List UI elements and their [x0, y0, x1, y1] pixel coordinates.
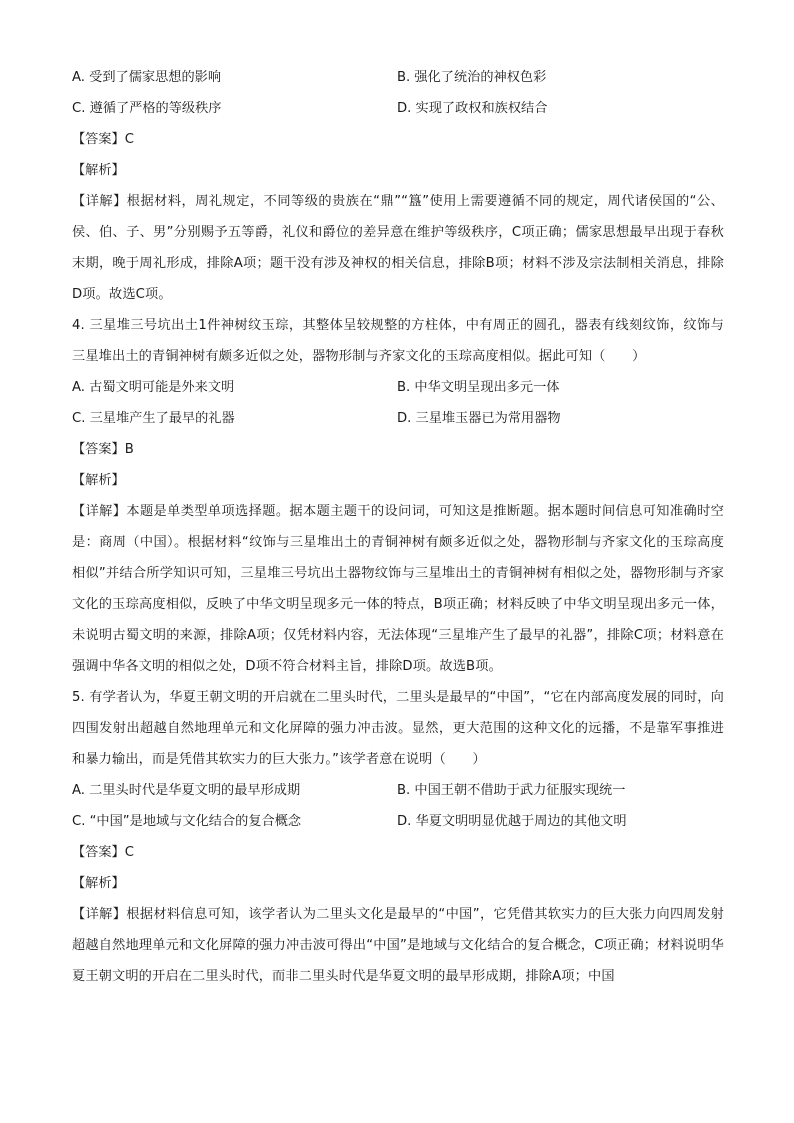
- q5-analysis-heading: 【解析】: [72, 876, 125, 891]
- q5-option-b[interactable]: B. 中国王朝不借助于武力征服实现统一: [397, 783, 626, 798]
- q3-options-row-2: [72, 93, 724, 124]
- q3-option-b[interactable]: B. 强化了统治的神权色彩: [397, 70, 547, 85]
- q5-answer: 【答案】C: [72, 845, 134, 860]
- q4-detail: 【详解】本题是单类型单项选择题。据本题主题干的设问词，可知这是推断题。据本题时间信息可知准确时空是：商周（中国）。根据材料“纹饰与三星堆出土的青铜神树有颇多近似之处，器物形制与齐家文化的玉琮高度相似”并结合所学知识可知，三星堆三号坑出土器物纹饰与三星堆出土的青铜神树有相似之处，器物形制与齐家文化的玉琮高度相似，反映了中华文明呈现多元一体的特点，B项正确；材料反映了中华文明呈现出多元一体，未说明古蜀文明的来源，排除A项；仅凭材料内容，无法体现“三星堆产生了最早的礼器”，排除C项；材料意在强调中华各文明的相似之处，D项不符合材料主旨，排除D项。故选B项。: [72, 504, 724, 674]
- q3-option-d[interactable]: D. 实现了政权和族权结合: [397, 101, 548, 116]
- q3-option-c[interactable]: C. 遵循了严格的等级秩序: [72, 101, 222, 116]
- q4-analysis-heading: 【解析】: [72, 473, 125, 488]
- q5-detail: 【详解】根据材料信息可知，该学者认为二里头文化是最早的“中国”，它凭借其软实力的巨大张力向四周发射超越自然地理单元和文化屏障的强力冲击波可得出“中国”是地域与文化结合的复合概念，C项正确；材料说明华夏王朝文明的开启在二里头时代，而非二里头时代是华夏文明的最早形成期，排除A项；中国: [72, 907, 724, 984]
- q3-answer: 【答案】C: [72, 132, 134, 147]
- q5-stem: 5. 有学者认为，华夏王朝文明的开启就在二里头时代，二里头是最早的“中国”，“它在内部高度发展的同时，向四围发射出超越自然地理单元和文化屏障的强力冲击波。显然，更大范围的这种文化的远播，不是靠军事推进和暴力输出，而是凭借其软实力的巨大张力。”该学者意在说明（ ）: [72, 690, 724, 767]
- q3-analysis-heading: 【解析】: [72, 163, 125, 178]
- q5-option-c[interactable]: C. “中国”是地域与文化结合的复合概念: [72, 814, 302, 829]
- q3-options-row-1: [72, 62, 724, 93]
- q4-options-row-1: [72, 372, 724, 403]
- document-page: [72, 62, 724, 992]
- q4-options-row-2: [72, 403, 724, 434]
- q4-option-d[interactable]: D. 三星堆玉器已为常用器物: [397, 411, 561, 426]
- q4-stem: 4. 三星堆三号坑出土1件神树纹玉琮，其整体呈较规整的方柱体，中有周正的圆孔，器表有线刻纹饰，纹饰与三星堆出土的青铜神树有颇多近似之处，器物形制与齐家文化的玉琮高度相似。据此可知（ ）: [72, 318, 724, 364]
- q4-option-b[interactable]: B. 中华文明呈现出多元一体: [397, 380, 560, 395]
- q5-option-a[interactable]: A. 二里头时代是华夏文明的最早形成期: [72, 783, 301, 798]
- q5-options-row-1: [72, 775, 724, 806]
- q4-answer: 【答案】B: [72, 442, 134, 457]
- q4-option-c[interactable]: C. 三星堆产生了最早的礼器: [72, 411, 235, 426]
- q3-detail: 【详解】根据材料，周礼规定，不同等级的贵族在“鼎”“簋”使用上需要遵循不同的规定，周代诸侯国的“公、侯、伯、子、男”分别赐予五等爵，礼仪和爵位的差异意在维护等级秩序，C项正确；儒家思想最早出现于春秋末期，晚于周礼形成，排除A项；题干没有涉及神权的相关信息，排除B项；材料不涉及宗法制相关消息，排除D项。故选C项。: [72, 194, 724, 302]
- q5-options-row-2: [72, 806, 724, 837]
- q3-option-a[interactable]: A. 受到了儒家思想的影响: [72, 70, 222, 85]
- q5-option-d[interactable]: D. 华夏文明明显优越于周边的其他文明: [397, 814, 627, 829]
- q4-option-a[interactable]: A. 古蜀文明可能是外来文明: [72, 380, 235, 395]
